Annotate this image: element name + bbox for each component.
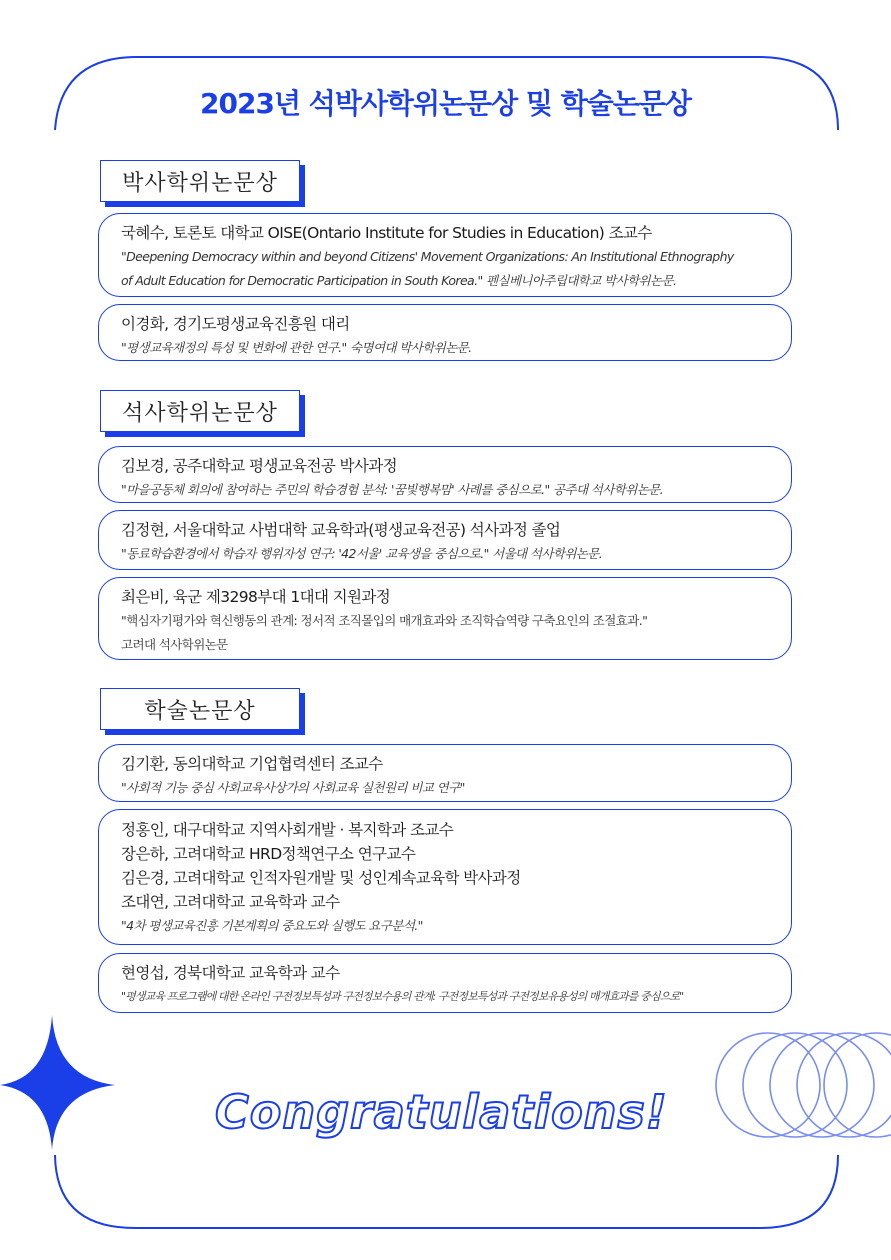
paper-title: "평생교육 프로그램에 대한 온라인 구전정보특성과 구전정보수용의 관계: 구전정보특성과 구전정보유용성의 매개효과를 중심으로" bbox=[121, 990, 684, 1003]
section-heading-masters: 석사학위논문상 bbox=[100, 390, 300, 432]
sparkle-icon bbox=[0, 1015, 115, 1150]
paper-title: "4차 평생교육진흥 기본계획의 중요도와 실행도 요구분석." bbox=[121, 918, 423, 933]
section-heading-doctoral: 박사학위논문상 bbox=[100, 160, 300, 202]
paper-title: 고려대 석사학위논문 bbox=[121, 637, 228, 652]
paper-title: "마을공동체 회의에 참여하는 주민의 학습경험 분석: '꿈빛행복맘' 사례를 중심으로." 공주대 석사학위논문. bbox=[121, 482, 664, 497]
paper-title: of Adult Education for Democratic Participation in South Korea." 펜실베니아주립대학교 박사학위논문. bbox=[121, 273, 677, 288]
awardee-line: 이경화, 경기도평생교육진흥원 대리 bbox=[121, 315, 350, 333]
award-card bbox=[98, 213, 792, 297]
paper-title: "동료학습환경에서 학습자 행위자성 연구: '42서울' 교육생을 중심으로." 서울대 석사학위논문. bbox=[121, 546, 603, 561]
paper-title: "Deepening Democracy within and beyond Citizens' Movement Organizations: An Institutional Ethnography bbox=[121, 249, 734, 264]
award-card bbox=[98, 510, 792, 570]
award-card bbox=[98, 809, 792, 945]
circles-decoration bbox=[716, 1033, 891, 1137]
awardee-line: 김기환, 동의대학교 기업협력센터 조교수 bbox=[121, 755, 383, 773]
paper-title: "평생교육재정의 특성 및 변화에 관한 연구." 숙명여대 박사학위논문. bbox=[121, 340, 472, 355]
award-card bbox=[98, 446, 792, 503]
awardee-line: 장은하, 고려대학교 HRD정책연구소 연구교수 bbox=[121, 845, 416, 863]
award-card bbox=[98, 577, 792, 660]
award-card bbox=[98, 953, 792, 1013]
section-heading-journal: 학술논문상 bbox=[100, 688, 300, 730]
awardee-line: 국혜수, 토론토 대학교 OISE(Ontario Institute for Studies in Education) 조교수 bbox=[121, 224, 652, 242]
award-card bbox=[98, 744, 792, 802]
awardee-line: 현영섭, 경북대학교 교육학과 교수 bbox=[121, 964, 340, 982]
awardee-line: 김정현, 서울대학교 사범대학 교육학과(평생교육전공) 석사과정 졸업 bbox=[121, 521, 561, 539]
awardee-line: 김은경, 고려대학교 인적자원개발 및 성인계속교육학 박사과정 bbox=[121, 869, 521, 887]
award-card bbox=[98, 304, 792, 361]
awardee-line: 정홍인, 대구대학교 지역사회개발 · 복지학과 조교수 bbox=[121, 821, 454, 839]
awardee-line: 조대연, 고려대학교 교육학과 교수 bbox=[121, 893, 340, 911]
awardee-line: 최은비, 육군 제3298부대 1대대 지원과정 bbox=[121, 588, 391, 606]
page-title: 2023년 석박사학위논문상 및 학술논문상 bbox=[200, 87, 691, 120]
paper-title: "핵심자기평가와 혁신행동의 관계: 정서적 조직몰입의 매개효과와 조직학습역량 구축요인의 조절효과." bbox=[121, 613, 648, 628]
congratulations-text: Congratulations! bbox=[215, 1085, 668, 1139]
awardee-line: 김보경, 공주대학교 평생교육전공 박사과정 bbox=[121, 457, 398, 475]
paper-title: "사회적 기능 중심 사회교육사상가의 사회교육 실천원리 비교 연구" bbox=[121, 780, 465, 795]
